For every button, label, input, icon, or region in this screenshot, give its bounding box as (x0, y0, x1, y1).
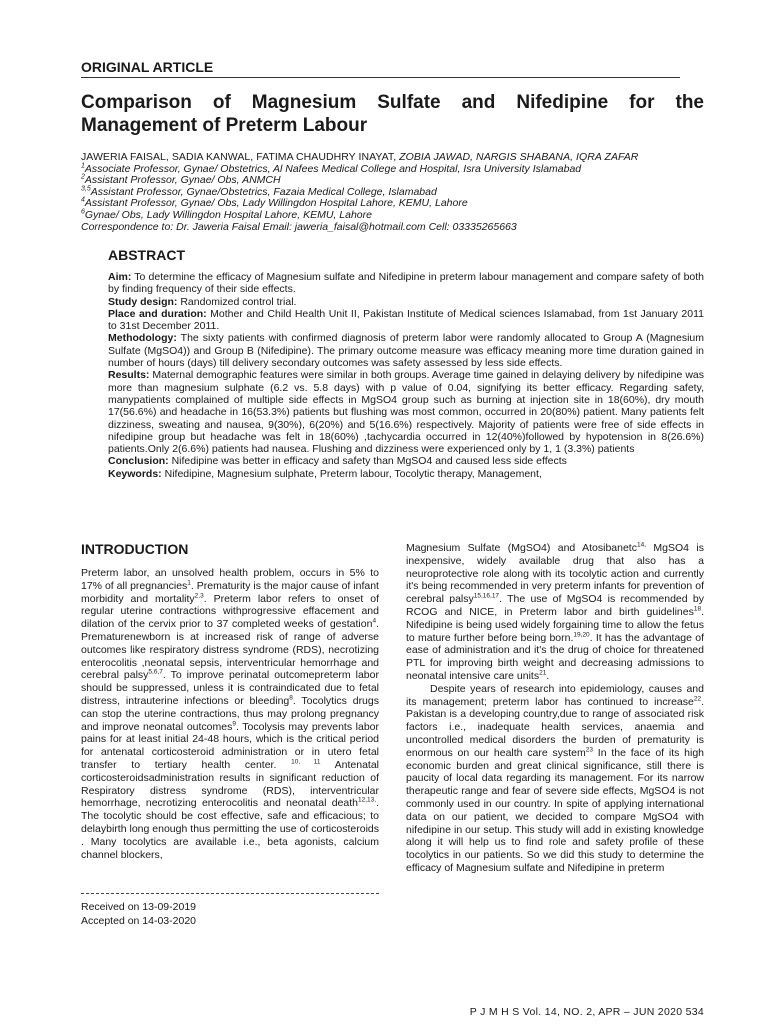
text-run: . Prematurity is the major cause of infant morbidity and mortality (81, 579, 379, 605)
place-text: Mother and Child Health Unit II, Pakistan Institute of Medical sciences Islamabad, from 1st January 2011 to 31st December 2011. (108, 307, 704, 333)
title-line-1: Comparison of Magnesium Sulfate and Nifedipine for the (81, 92, 704, 113)
citation-marker: 8 (289, 694, 293, 702)
author-block (81, 152, 704, 233)
received-date: Received on 13-09-2019 (81, 901, 196, 913)
text-run: . Tocolysis may prevents labor pains for at least initial 24-48 hours, which is the critical period for antenatal corticosteroid administration or in utero fetal transfer to tertiary health center. (81, 720, 379, 771)
intro-paragraph-1 (81, 567, 379, 861)
text-run: . To improve perinatal outcomepreterm labor should be suppressed, unless it is contraindicated due to fetal distress, intrauterine infections or bleeding (81, 669, 379, 707)
affiliation-5 (81, 210, 704, 222)
intro-paragraph-1-cont (406, 542, 704, 683)
citation-marker: 18 (693, 605, 702, 613)
text-run: . Preterm labor refers to onset of regular uterine contractions withprogressive effacement and dilation of the cervix prior to 37 completed weeks of gestation (81, 592, 379, 631)
header-rule (81, 77, 680, 78)
affiliation-text: Gynae/ Obs, Lady Willingdon Hospital Lahore, KEMU, Lahore (84, 208, 372, 221)
conclusion-text: Nifedipine was better in efficacy and safety than MgSO4 and caused less side effects (168, 455, 567, 468)
text-run: Antenatal corticosteroidsadministration results in significant reduction of Respiratory distress syndrome (RDS), interventricular hemorrhage, necrotizing enterocolitis and neonatal death (81, 758, 379, 810)
results-text: Maternal demographic features were similar in both groups. Average time gained in delaying delivery by nifedipine was more than magnesium sulphate (6.2 vs. 5.8 days) with p value of 0.04, signifying its better efficacy. Regarding safety, manypatients complained of multiple side effects in MgSO4 group such as burning at injection site in 18(60%), dry mouth 17(56.6%) and headache in 16(53.3%) patients but flushing was most common, occurred in 20(80%) patient. Many patients felt dizziness, sweating and nausea, 9(30%), 6(20%) and 5(16.6%) respectively. Majority of patients were free of side effects in nifedipine group but headache was felt in 18(60%) ,tachycardia occurred in 12(40%)followed by hypotension in 8(26.6%) patients.Only 2(6.6%) patients had nausea. Flushing and dizziness were experienced only by 1, 1 (3.3%) patients (108, 369, 704, 456)
methodology-label: Methodology: (108, 332, 177, 345)
text-run: . The tocolytic should be cost effective, safe and efficacious; to delaybirth long enough thus permitting the use of corticosteroids . Many tocolytics are available i.e., beta agonists, calcium channel blockers, (81, 797, 379, 861)
text-run: Magnesium Sulfate (MgSO4) and Atosibanetc (406, 542, 637, 554)
text-run: . (546, 669, 550, 682)
text-run: . Tocolytics drugs can stop the uterine contractions, thus may prolong pregnancy and improve neonatal outcomes (81, 694, 379, 733)
affiliation-text: Assistant Professor, Gynae/ Obs, ANMCH (84, 174, 281, 187)
affiliation-marker: 1 (81, 162, 85, 170)
text-run: . It has the advantage of ease of administration and it's the drug of choice for threatened PTL for improving birth weight and decreasing admissions to neonatal intensive care units (406, 631, 704, 682)
citation-marker: 5,6,7 (148, 668, 163, 676)
dates-divider (81, 893, 379, 894)
affiliation-text: Associate Professor, Gynae/ Obstetrics, Al Nafees Medical College and Hospital, Isra University Islamabad (84, 162, 582, 175)
keywords-label: Keywords: (108, 467, 162, 480)
abstract-place (108, 308, 704, 333)
authors-italic: ZOBIA JAWAD, NARGIS SHABANA, IQRA ZAFAR (399, 151, 639, 163)
affiliation-marker: 3,5 (81, 185, 91, 193)
authors-regular: JAWERIA FAISAL, SADIA KANWAL, FATIMA CHAUDHRY INAYAT, (81, 151, 400, 163)
abstract-aim (108, 271, 704, 296)
abstract-results (108, 369, 704, 455)
section-label: ORIGINAL ARTICLE (81, 59, 214, 75)
introduction-heading: INTRODUCTION (81, 541, 189, 557)
journal-footer: P J M H S Vol. 14, NO. 2, APR – JUN 2020 534 (469, 1006, 704, 1018)
abstract-body (108, 271, 704, 480)
keywords-text: Nifedipine, Magnesium sulphate, Preterm labour, Tocolytic therapy, Management, (161, 467, 542, 480)
affiliation-marker: 2 (81, 173, 85, 181)
correspondence: Correspondence to: Dr. Jaweria Faisal Email: jaweria_faisal@hotmail.com Cell: 03335265663 (81, 220, 517, 233)
body-column-left (81, 541, 379, 861)
body-column-right (406, 542, 704, 875)
citation-marker: 2,3 (194, 592, 204, 600)
abstract-conclusion (108, 455, 704, 467)
citation-marker: 9 (232, 720, 236, 728)
title-line-2: Management of Preterm Labour (81, 115, 368, 136)
text-run: . The use of MgSO4 is recommended by RCOG and NICE, in Preterm labor and birth guidelines (406, 593, 704, 618)
article-title (81, 91, 704, 137)
accepted-date: Accepted on 14-03-2020 (81, 915, 197, 927)
aim-label: Aim: (108, 271, 132, 283)
citation-marker: 4 (372, 617, 377, 625)
methodology-text: The sixty patients with confirmed diagnosis of preterm labor were randomly allocated to Group A (Magnesium Sulfate (MgSO4)) and Group B (Nifedipine). The primary outcome measure was efficacy meaning more time duration gained in number of hours (days) till delivery secondary outcomes was safety assessed by less side effects. (108, 332, 704, 370)
citation-marker: 21 (539, 669, 547, 677)
citation-marker: 10, 11 (291, 758, 321, 766)
citation-marker: 15,16,17 (473, 592, 500, 600)
intro-paragraph-2 (406, 683, 704, 875)
submission-dates (81, 900, 196, 928)
text-run: In the face of its high economic burden and great clinical significance, still there is paucity of local data regarding its management. For its narrow therapeutic range and fear of severe side effects, MgSO4 is not commonly used in our country. In spite of applying international data on our patient, we decided to compare MgSO4 with nifedipine in our setup. This study will add in existing knowledge along it will help us to find role and safety profile of these tocolytics in our patients. So we did this study to determine the efficacy of Magnesium sulfate and Nifedipine in preterm (406, 746, 705, 874)
design-label: Study design: (108, 295, 178, 308)
aim-text: To determine the efficacy of Magnesium sulfate and Nifedipine in preterm labour management and compare safety of both by finding frequency of their side effects. (108, 271, 704, 296)
results-label: Results: (108, 369, 150, 382)
design-text: Randomized control trial. (177, 295, 297, 308)
abstract-heading: ABSTRACT (108, 247, 185, 263)
affiliation-text: Assistant Professor, Gynae/Obstetrics, Fazaia Medical College, Islamabad (90, 185, 437, 198)
citation-marker: 22 (693, 695, 702, 703)
abstract-design (108, 296, 704, 308)
text-run: . Nifedipine is being used widely forgaining time to allow the fetus to mature further before being born. (406, 605, 704, 644)
text-run: . Pakistan is a developing country,due to range of associated risk factors i.e., inadequate health services, anaemia and uncontrolled medical disorders the burden of prematurity is enormous on our health care system (406, 695, 704, 759)
citation-marker: 19,20 (573, 631, 590, 639)
affiliation-marker: 4 (81, 196, 85, 204)
citation-marker: 23 (585, 746, 593, 754)
abstract-keywords (108, 468, 704, 480)
affiliation-list (81, 164, 704, 222)
place-label: Place and duration: (108, 307, 207, 320)
citation-marker: 14, (636, 541, 647, 549)
text-run: . Prematurenewborn is at increased risk of range of adverse outcomes like respiratory distress syndrome (RDS), necrotizing enterocolitis ,neonatal sepsis, interventricular hemorrhage and cerebral palsy (81, 618, 379, 682)
text-run: Preterm labor, an unsolved health problem, occurs in 5% to 17% of all pregnancies (81, 567, 379, 592)
conclusion-label: Conclusion: (108, 455, 169, 468)
text-run: Despite years of research into epidemiology, causes and its management; preterm labor has continued to increase (406, 682, 704, 708)
text-run: MgSO4 is inexpensive, widely available drug that also has a neuroprotective role along with its tocolytic action and currently it's being recommended in very preterm infants for prevention of cerebral palsy (406, 542, 704, 606)
citation-marker: 12,13, (358, 796, 377, 804)
affiliation-text: Assistant Professor, Gynae/ Obs, Lady Willingdon Hospital Lahore, KEMU, Lahore (84, 197, 468, 210)
abstract-methodology (108, 332, 704, 369)
affiliation-marker: 6 (81, 208, 85, 216)
citation-marker: 1 (187, 579, 191, 587)
